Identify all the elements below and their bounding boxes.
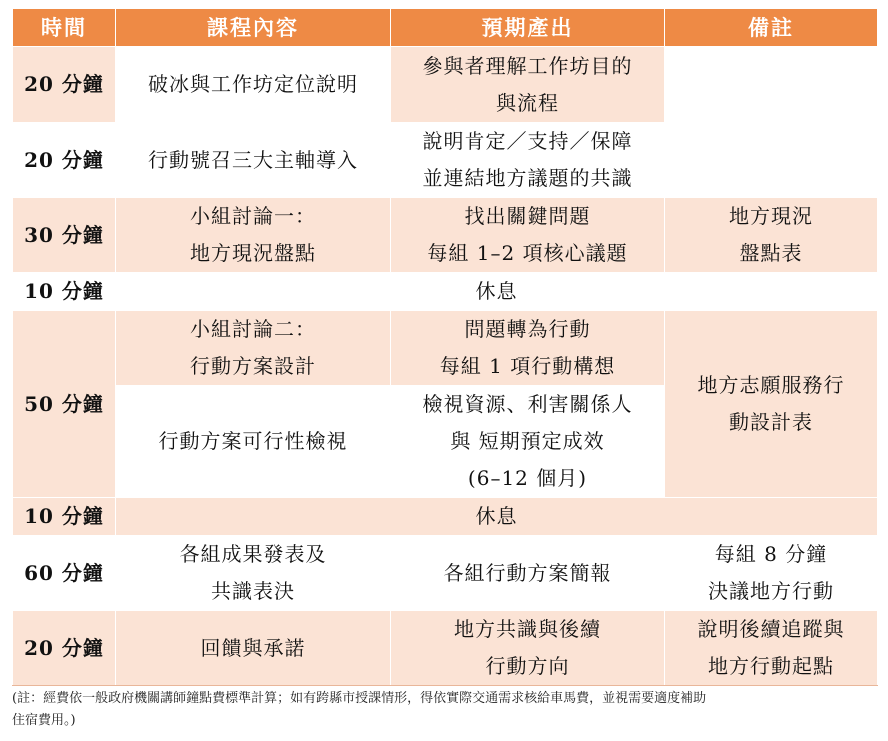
time-cell: 30 分鐘	[13, 198, 116, 273]
footnote-line: (註：經費依一般政府機關講師鐘點費標準計算；如有跨縣市授課情形，得依實際交通需求核給車馬費，並視需要適度補助	[12, 691, 707, 706]
output-cell: 檢視資源、利害關係人 與 短期預定成效 (6–12 個月)	[391, 386, 665, 498]
table-row	[13, 311, 878, 386]
time-cell: 50 分鐘	[13, 311, 116, 498]
break-cell: 休息	[116, 498, 878, 536]
table-row	[13, 536, 878, 611]
header-time: 時間	[13, 9, 116, 47]
output-cell: 各組行動方案簡報	[391, 536, 665, 611]
content-cell: 行動號召三大主軸導入	[116, 123, 391, 198]
note-cell	[665, 123, 878, 198]
table-row	[13, 123, 878, 198]
time-cell: 20 分鐘	[13, 611, 116, 686]
time-cell: 10 分鐘	[13, 273, 116, 311]
break-cell: 休息	[116, 273, 878, 311]
note-cell: 說明後續追蹤與 地方行動起點	[665, 611, 878, 686]
footnote	[12, 688, 878, 732]
table-row	[13, 47, 878, 123]
header-note: 備註	[665, 9, 878, 47]
header-output: 預期產出	[391, 9, 665, 47]
output-cell: 參與者理解工作坊目的 與流程	[391, 47, 665, 123]
output-cell: 說明肯定／支持／保障 並連結地方議題的共識	[391, 123, 665, 198]
content-cell: 小組討論二： 行動方案設計	[116, 311, 391, 386]
output-cell: 問題轉為行動 每組 1 項行動構想	[391, 311, 665, 386]
footnote-line: 住宿費用。)	[12, 713, 76, 728]
output-cell: 地方共識與後續 行動方向	[391, 611, 665, 686]
schedule-table	[12, 8, 878, 686]
content-cell: 破冰與工作坊定位說明	[116, 47, 391, 123]
table-row-break	[13, 498, 878, 536]
time-cell: 10 分鐘	[13, 498, 116, 536]
note-cell	[665, 47, 878, 123]
table-row	[13, 611, 878, 686]
content-cell: 小組討論一： 地方現況盤點	[116, 198, 391, 273]
content-cell: 回饋與承諾	[116, 611, 391, 686]
time-cell: 60 分鐘	[13, 536, 116, 611]
table-header-row	[13, 9, 878, 47]
content-cell: 行動方案可行性檢視	[116, 386, 391, 498]
time-cell: 20 分鐘	[13, 123, 116, 198]
header-content: 課程內容	[116, 9, 391, 47]
time-cell: 20 分鐘	[13, 47, 116, 123]
note-cell: 地方現況 盤點表	[665, 198, 878, 273]
note-cell: 地方志願服務行 動設計表	[665, 311, 878, 498]
table-row	[13, 198, 878, 273]
content-cell: 各組成果發表及 共識表決	[116, 536, 391, 611]
table-row-break	[13, 273, 878, 311]
note-cell: 每組 8 分鐘 決議地方行動	[665, 536, 878, 611]
output-cell: 找出關鍵問題 每組 1–2 項核心議題	[391, 198, 665, 273]
